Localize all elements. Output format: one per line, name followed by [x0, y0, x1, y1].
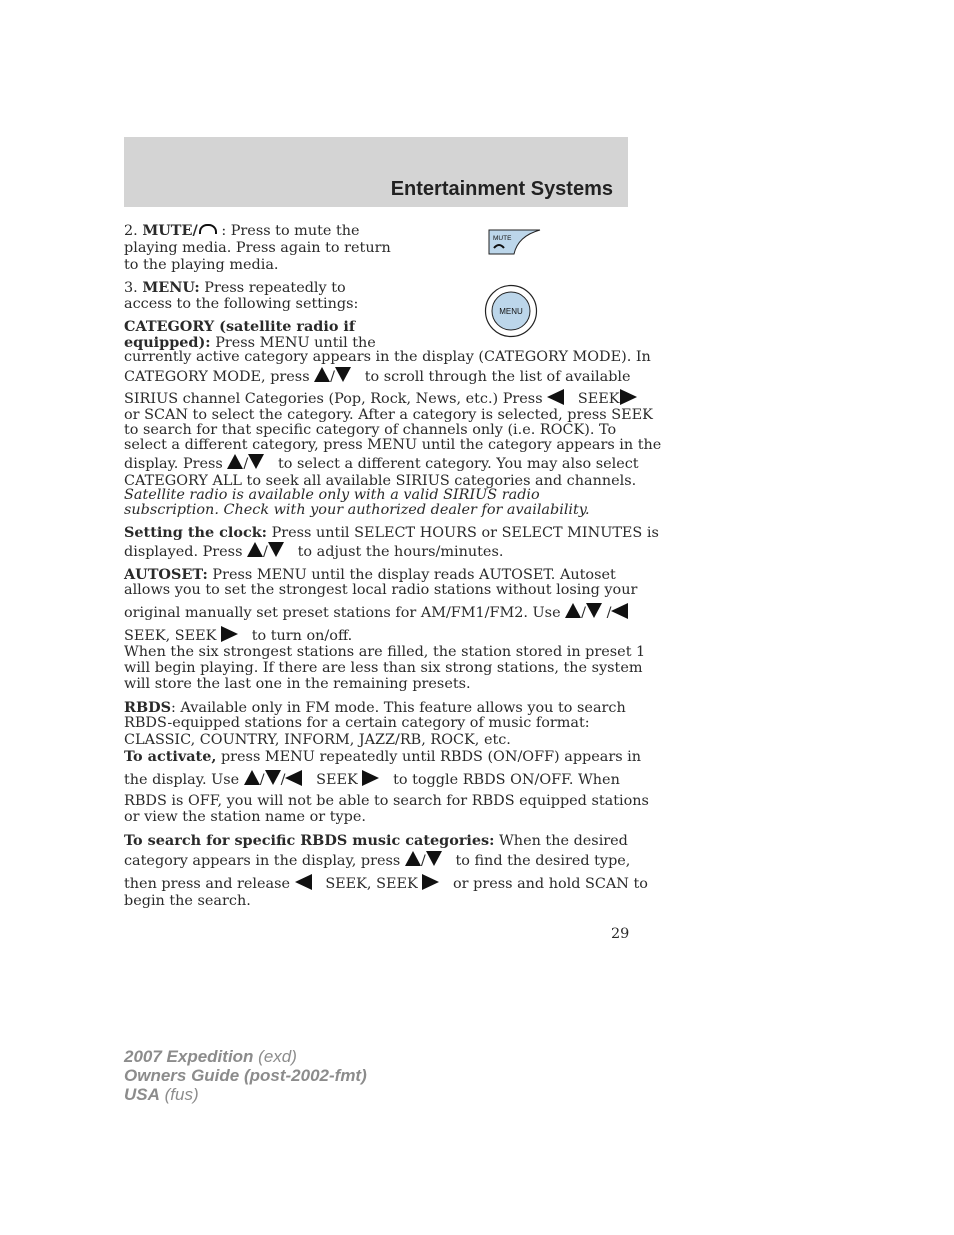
mute-button-icon — [488, 228, 544, 256]
menu-button-text: MENU — [499, 307, 523, 316]
activate-line-1: To activate, press MENU repeatedly until RBDS (ON/OFF) appears in — [124, 748, 642, 765]
category-line-10: CATEGORY ALL to seek all available SIRIUS categories and channels. — [124, 473, 637, 489]
category-line-4: CATEGORY MODE, press / to scroll through the list of available — [124, 369, 631, 385]
satellite-note-2: subscription. Check with your authorized dealer for availability. — [124, 502, 590, 518]
autoset-line-4: SEEK, SEEK to turn on/off. — [124, 628, 353, 644]
autoset-line-2: allows you to set the strongest local radio stations without losing your — [124, 582, 638, 598]
down-arrow-icon — [268, 542, 284, 557]
clock-line-2: displayed. Press / to adjust the hours/minutes. — [124, 544, 504, 560]
clock-line-1: Setting the clock: Press until SELECT HOURS or SELECT MINUTES is — [124, 524, 659, 541]
menu-line-1: 3. MENU: Press repeatedly to — [124, 279, 346, 296]
category-line-5: SIRIUS channel Categories (Pop, Rock, News, etc.) Press SEEK — [124, 389, 637, 408]
mute-button-text: MUTE — [493, 235, 512, 242]
down-arrow-icon — [335, 367, 351, 382]
category-heading: CATEGORY (satellite radio if — [124, 318, 356, 335]
activate-line-2: the display. Use / / SEEK to toggle RBDS ON/OFF. When — [124, 772, 620, 788]
rbds-line-3: CLASSIC, COUNTRY, INFORM, JAZZ/RB, ROCK, etc. — [124, 732, 511, 748]
autoset-line-6: will begin playing. If there are less than six strong stations, the system — [124, 660, 643, 676]
up-arrow-icon — [244, 770, 260, 785]
autoset-line-3: original manually set preset stations for AM/FM1/FM2. Use / / — [124, 603, 628, 622]
category-line-2: equipped): Press MENU until the — [124, 334, 376, 351]
footer-line-3: USA (fus) — [124, 1085, 199, 1104]
up-arrow-icon — [227, 454, 243, 469]
search-line-2: category appears in the display, press / to find the desired type, — [124, 853, 631, 869]
right-arrow-icon — [221, 626, 238, 642]
up-arrow-icon — [314, 367, 330, 382]
search-line-3: then press and release SEEK, SEEK or press and hold SCAN to — [124, 876, 648, 892]
up-arrow-icon — [565, 603, 581, 618]
right-arrow-icon — [620, 389, 637, 405]
left-arrow-icon — [547, 389, 564, 405]
rbds-line-1: RBDS: Available only in FM mode. This feature allows you to search — [124, 699, 626, 716]
left-arrow-icon — [285, 770, 302, 786]
satellite-note-1: Satellite radio is available only with a valid SIRIUS radio — [124, 487, 540, 503]
rbds-line-2: RBDS-equipped stations for a certain category of music format: — [124, 715, 590, 731]
category-line-7: to search for that specific category of channels only (i.e. ROCK). To — [124, 422, 617, 438]
left-arrow-icon — [611, 603, 628, 619]
activate-line-3: RBDS is OFF, you will not be able to search for RBDS equipped stations — [124, 793, 649, 809]
phone-icon — [199, 224, 217, 234]
menu-button-icon — [484, 284, 538, 338]
right-arrow-icon — [422, 874, 439, 890]
down-arrow-icon — [586, 603, 602, 618]
activate-line-4: or view the station name or type. — [124, 809, 366, 825]
footer-line-1: 2007 Expedition (exd) — [124, 1047, 297, 1066]
down-arrow-icon — [248, 454, 264, 469]
footer-line-2: Owners Guide (post-2002-fmt) — [124, 1066, 367, 1085]
menu-line-2: access to the following settings: — [124, 296, 359, 312]
mute-line-1: 2. MUTE/ : Press to mute the — [124, 222, 360, 239]
up-arrow-icon — [405, 851, 421, 866]
autoset-line-1: AUTOSET: Press MENU until the display reads AUTOSET. Autoset — [124, 566, 616, 583]
search-line-1: To search for specific RBDS music categories: When the desired — [124, 832, 628, 849]
section-header — [124, 137, 628, 207]
autoset-line-5: When the six strongest stations are filled, the station stored in preset 1 — [124, 644, 646, 660]
category-line-9: display. Press / to select a different category. You may also select — [124, 456, 639, 472]
autoset-line-7: will store the last one in the remaining presets. — [124, 676, 471, 692]
section-title: Entertainment Systems — [390, 178, 613, 200]
down-arrow-icon — [265, 770, 281, 785]
down-arrow-icon — [426, 851, 442, 866]
category-line-3: currently active category appears in the display (CATEGORY MODE). In — [124, 349, 651, 365]
search-line-4: begin the search. — [124, 893, 251, 909]
right-arrow-icon — [362, 770, 379, 786]
page-number: 29 — [611, 926, 630, 942]
category-line-8: select a different category, press MENU until the category appears in the — [124, 437, 662, 453]
category-line-6: or SCAN to select the category. After a category is selected, press SEEK — [124, 407, 653, 423]
mute-line-2: playing media. Press again to return — [124, 240, 391, 256]
mute-line-3: to the playing media. — [124, 257, 279, 273]
document-footer — [124, 1047, 367, 1104]
up-arrow-icon — [247, 542, 263, 557]
left-arrow-icon — [295, 874, 312, 890]
